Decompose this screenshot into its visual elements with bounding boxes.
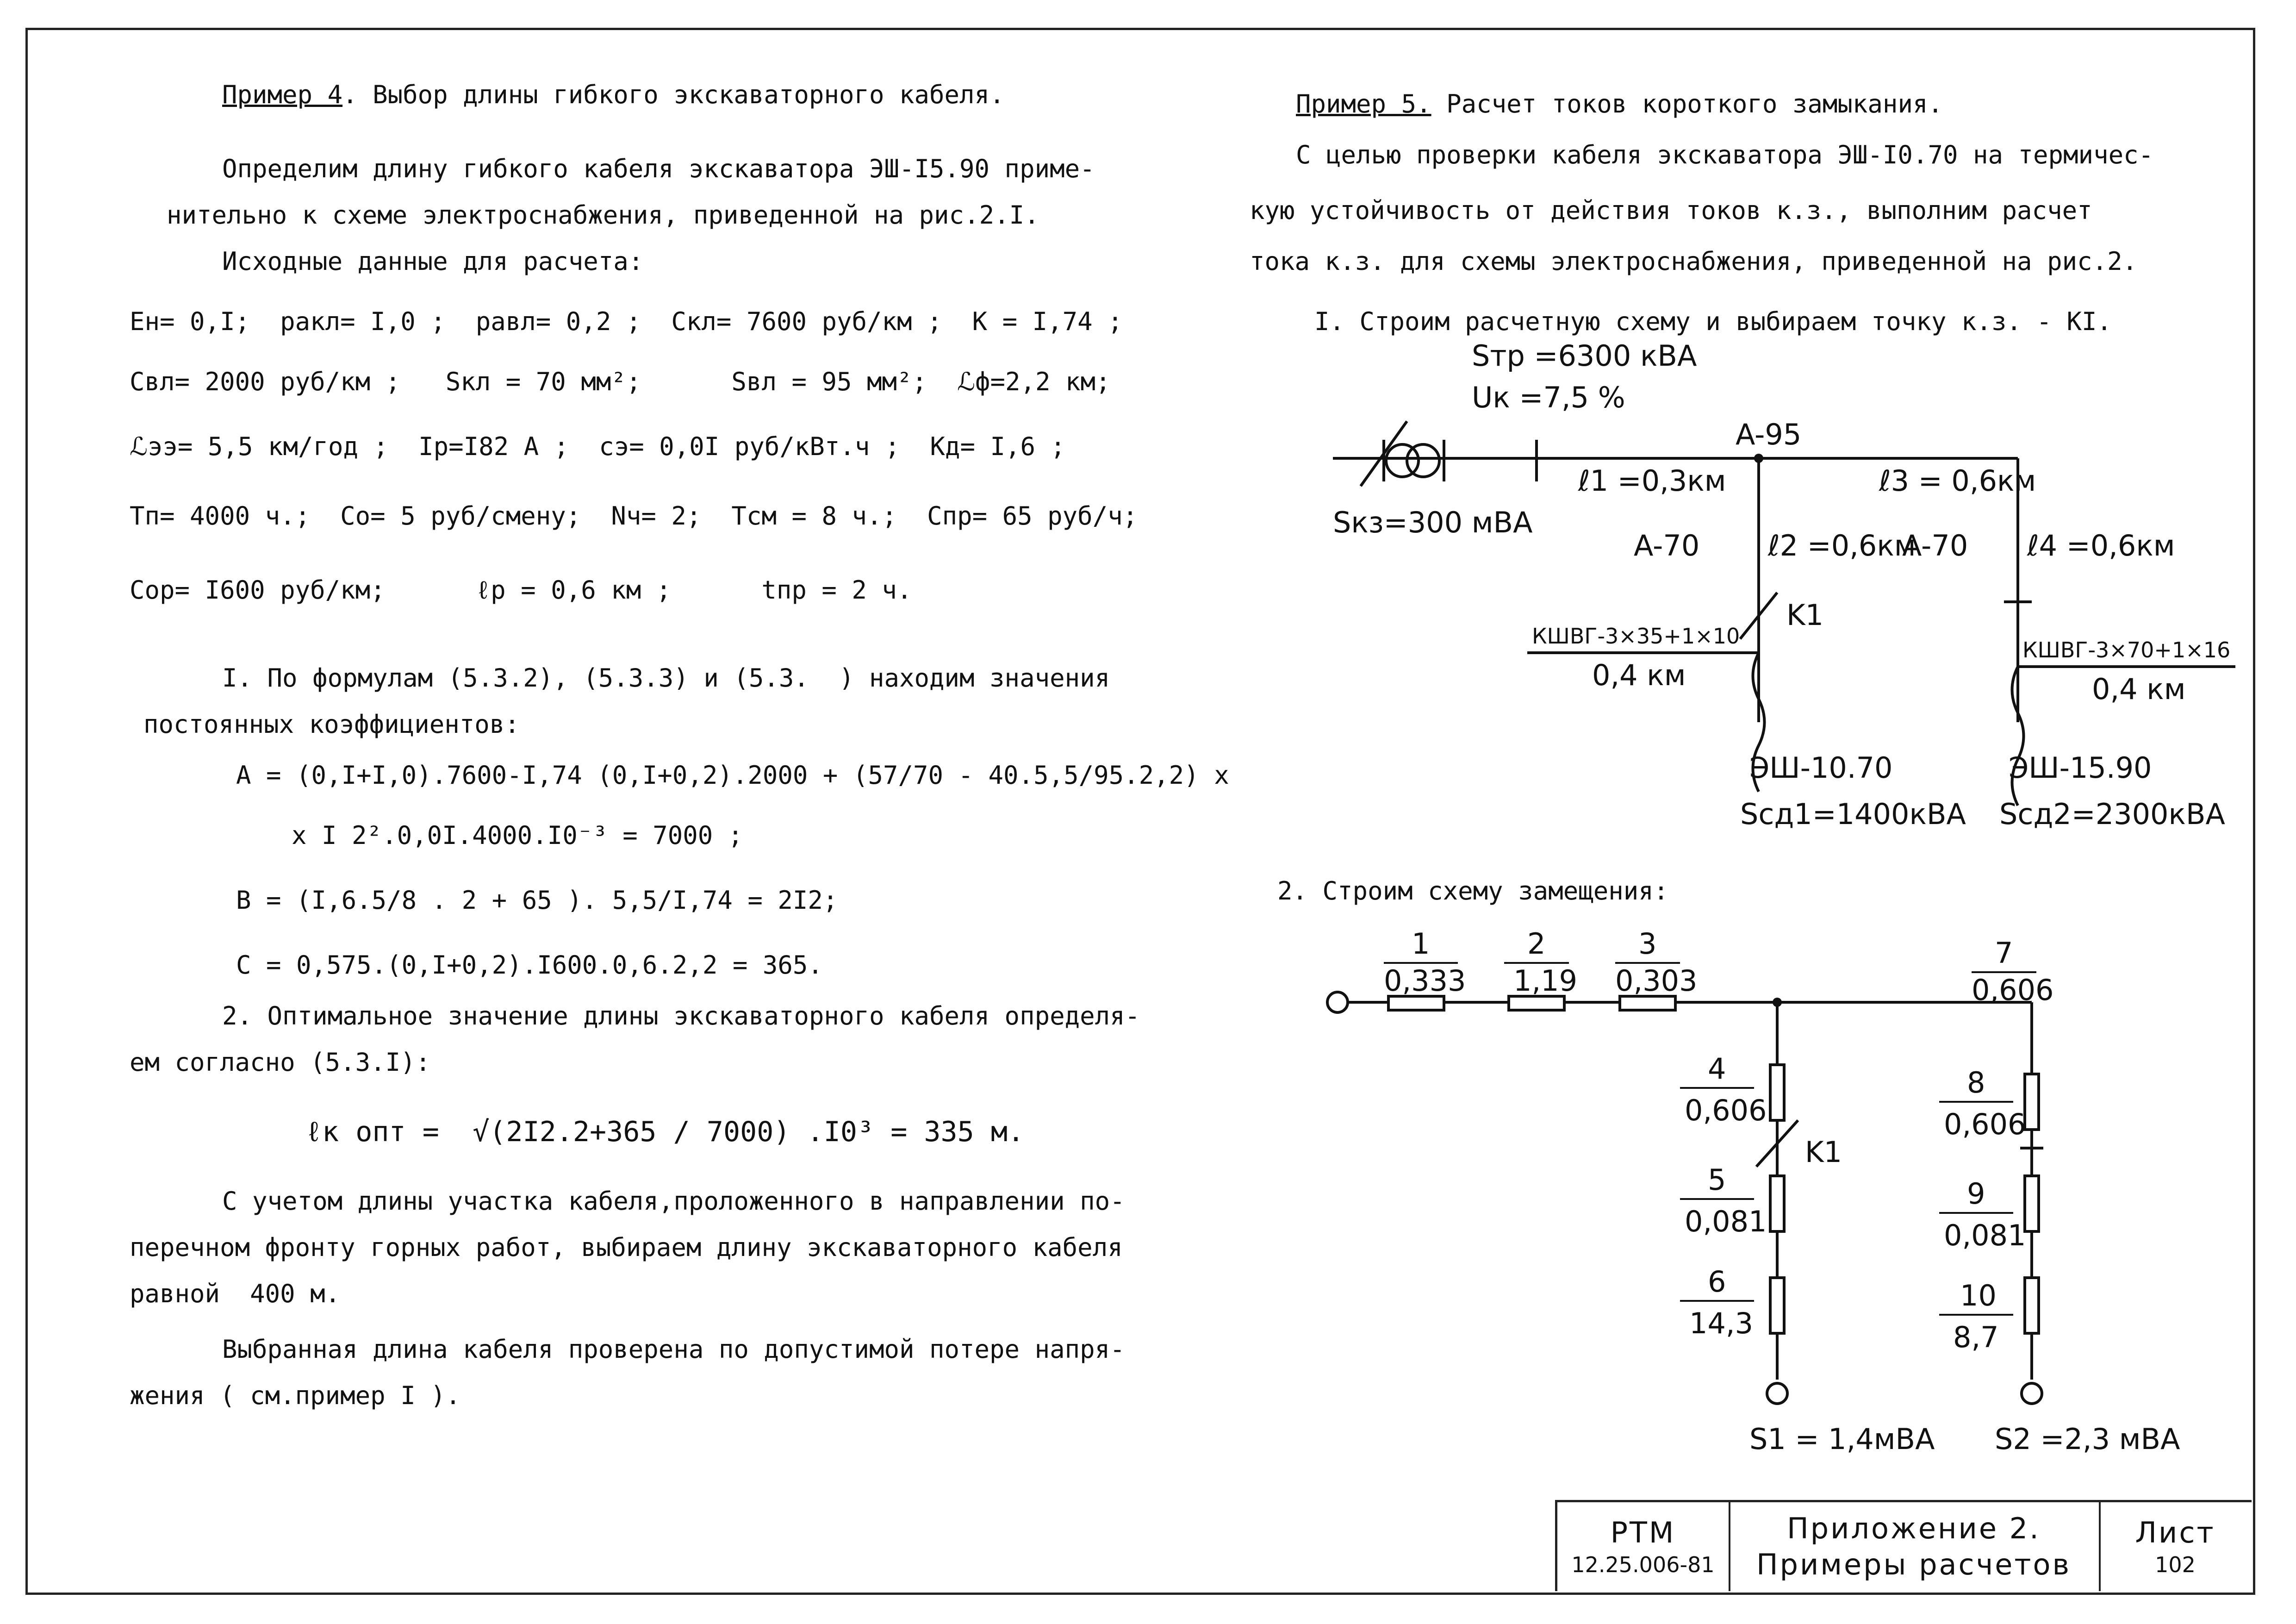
scheme-label: A-70: [1902, 529, 1968, 562]
intro-line: тока к.з. для схемы электроснабжения, приведенной на рис.2.: [1250, 247, 2138, 276]
element-value: 0,606: [1944, 1107, 2026, 1141]
source-label: S2 =2,3 мВА: [1995, 1422, 2180, 1456]
element-value: 0,303: [1615, 964, 1698, 998]
calculation-scheme-svg: [1333, 333, 2235, 889]
element-number: 6: [1708, 1265, 1726, 1299]
conclusion-text: жения ( см.пример I ).: [130, 1381, 461, 1410]
formula-c: C = 0,575.(0,I+0,2).I600.0,6.2,2 = 365.: [236, 950, 823, 980]
conclusion-text: Выбранная длина кабеля проверена по допустимой потере напря-: [222, 1335, 1125, 1364]
element-number: 3: [1638, 927, 1657, 961]
scheme-label: A-70: [1634, 529, 1700, 562]
scheme-label: Sтр =6300 кВА: [1472, 339, 1697, 373]
element-number: 7: [1995, 936, 2013, 970]
conclusion-text: равной 400 м.: [130, 1279, 341, 1308]
element-number: 5: [1708, 1163, 1726, 1197]
title-block-title: [1729, 1502, 2101, 1591]
intro-line: С целью проверки кабеля экскаватора ЭШ-I0.70 на термичес-: [1296, 140, 2154, 169]
doc-number: 12.25.006-81: [1571, 1552, 1715, 1577]
scheme-label: Uк =7,5 %: [1472, 381, 1625, 414]
scheme-label: Sкз=300 мВА: [1333, 506, 1533, 539]
element-value: 0,606: [1685, 1093, 1767, 1127]
sheet-number: 102: [2155, 1552, 2196, 1577]
element-number: 1: [1412, 927, 1430, 961]
formula-a: A = (0,I+I,0).7600-I,74 (0,I+0,2).2000 + (57/70 - 40.5,5/95.2,2) x: [236, 761, 1229, 790]
element-number: 10: [1960, 1279, 1997, 1312]
calculation-scheme: [1333, 333, 2235, 891]
appendix-label: Приложение 2.: [1787, 1512, 2041, 1545]
element-number: 4: [1708, 1052, 1726, 1086]
excavator-label: Sсд2=2300кВА: [1999, 797, 2225, 831]
title-block-sheet: [2099, 1502, 2252, 1591]
cable-label: КШВГ-3×70+1×16: [2022, 637, 2231, 662]
step-2-text: ем согласно (5.3.I):: [130, 1048, 431, 1077]
data-line: Eн= 0,I; pакл= I,0 ; pавл= 0,2 ; Cкл= 7600 руб/км ; K = I,74 ;: [130, 307, 1123, 336]
conclusion-text: С учетом длины участка кабеля,проложенного в направлении по-: [222, 1187, 1125, 1216]
element-value: 0,081: [1685, 1205, 1767, 1238]
intro-line: кую устойчивость от действия токов к.з., выполним расчет: [1250, 196, 2092, 225]
title-block: [1555, 1500, 2252, 1591]
data-line: ℒээ= 5,5 км/год ; Ip=I82 A ; cэ= 0,0I руб/кВт.ч ; Kд= I,6 ;: [130, 432, 1066, 461]
element-number: 2: [1527, 927, 1546, 961]
intro-line: нительно к схеме электроснабжения, приведенной на рис.2.I.: [167, 200, 1039, 230]
conclusion-text: перечном фронту горных работ, выбираем длину экскаваторного кабеля: [130, 1233, 1123, 1262]
intro-line: Определим длину гибкого кабеля экскаватора ЭШ-I5.90 приме-: [222, 154, 1095, 183]
example-4-title: Пример 4. Выбор длины гибкого экскаваторного кабеля.: [222, 80, 1005, 109]
step-1-text: постоянных коэффициентов:: [143, 710, 520, 739]
data-line: Tп= 4000 ч.; Co= 5 руб/смену; Nч= 2; Tсм = 8 ч.; Cпр= 65 руб/ч;: [130, 501, 1138, 531]
appendix-subtitle: Примеры расчетов: [1756, 1548, 2071, 1581]
scheme-label: ℓ3 = 0,6км: [1879, 464, 2036, 498]
element-value: 1,19: [1513, 964, 1578, 998]
scheme-label: A-95: [1736, 418, 1802, 451]
scheme-label: ℓ2 =0,6км: [1768, 529, 1916, 562]
scheme-label: ℓ4 =0,6км: [2027, 529, 2175, 562]
formula-l-opt: ℓк опт = √(2I2.2+365 / 7000) .I0³ = 335 м.: [305, 1116, 1025, 1148]
excavator-label: ЭШ-10.70: [1749, 751, 1893, 785]
short-circuit-point-label: K1: [1786, 598, 1824, 632]
element-value: 8,7: [1953, 1320, 1999, 1354]
element-number: 9: [1967, 1177, 1985, 1211]
element-value: 0,606: [1972, 973, 2054, 1007]
formula-b: B = (I,6.5/8 . 2 + 65 ). 5,5/I,74 = 2I2;: [236, 886, 838, 915]
short-circuit-point-label: K1: [1805, 1135, 1842, 1169]
element-value: 14,3: [1689, 1306, 1754, 1340]
title-block-doc: [1557, 1502, 1730, 1591]
example-5-title: Пример 5. Расчет токов короткого замыкания.: [1296, 89, 1943, 119]
step-2-text: 2. Строим схему замещения:: [1277, 876, 1669, 906]
step-1-text: I. Строим расчетную схему и выбираем точку к.з. - KI.: [1314, 307, 2112, 336]
data-line: Cор= I600 руб/км; ℓp = 0,6 км ; tпр = 2 ч.: [130, 575, 912, 605]
formula-a-cont: x I 2².0,0I.4000.I0⁻³ = 7000 ;: [292, 821, 743, 850]
data-line: Cвл= 2000 руб/км ; Sкл = 70 мм²; Sвл = 95 мм²; ℒф=2,2 км;: [130, 367, 1111, 396]
excavator-label: ЭШ-15.90: [2009, 751, 2152, 785]
doc-code: РТМ: [1610, 1516, 1676, 1549]
cable-label: 0,4 км: [2092, 672, 2186, 706]
element-value: 0,081: [1944, 1218, 2026, 1252]
source-label: S1 = 1,4мВА: [1749, 1422, 1935, 1456]
element-value: 0,333: [1384, 964, 1466, 998]
initial-data-heading: Исходные данные для расчета:: [222, 247, 644, 276]
sheet-label: Лист: [2135, 1516, 2215, 1549]
element-number: 8: [1967, 1066, 1985, 1099]
excavator-label: Sсд1=1400кВА: [1740, 797, 1966, 831]
step-1-text: I. По формулам (5.3.2), (5.3.3) и (5.3. ) находим значения: [222, 663, 1110, 693]
cable-label: 0,4 км: [1592, 658, 1686, 692]
equivalent-circuit: [1324, 917, 2203, 1483]
equivalent-circuit-svg: [1324, 917, 2203, 1481]
step-2-text: 2. Оптимальное значение длины экскаваторного кабеля определя-: [222, 1001, 1140, 1031]
scheme-label: ℓ1 =0,3км: [1578, 464, 1726, 498]
cable-label: КШВГ-3×35+1×10: [1532, 624, 1740, 649]
